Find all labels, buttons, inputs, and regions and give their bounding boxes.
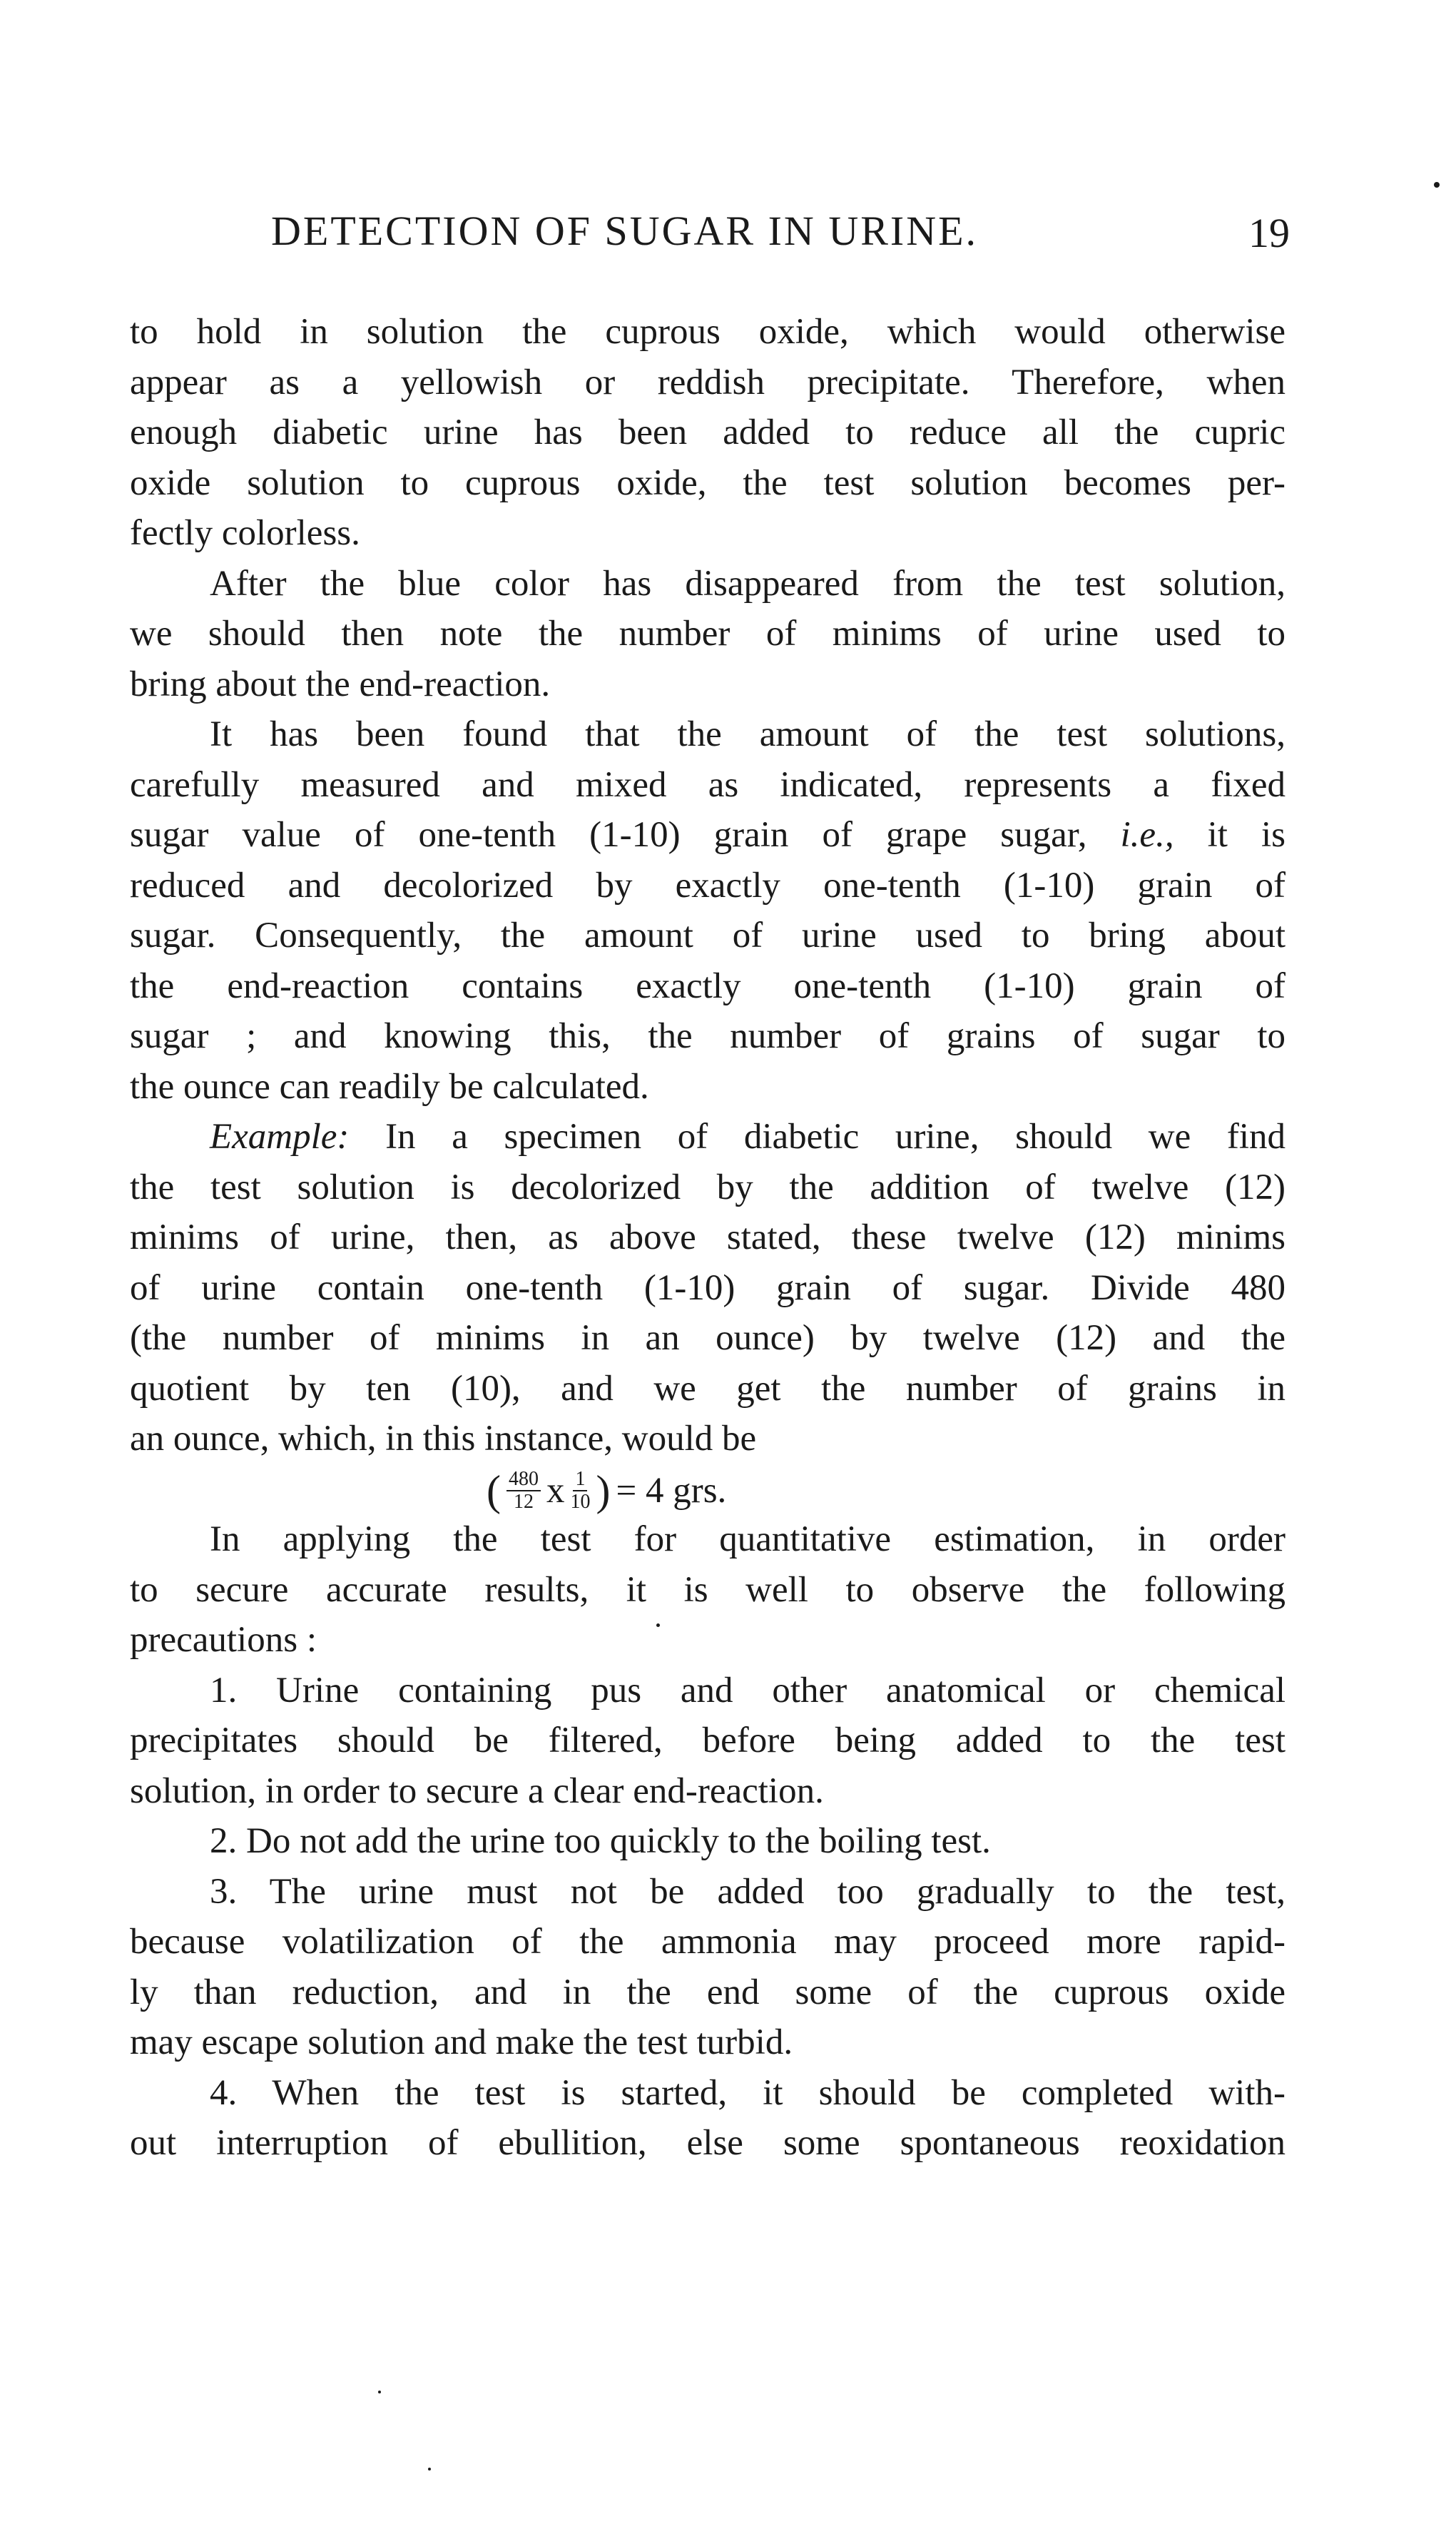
formula-close-paren: ) (596, 1466, 611, 1514)
text-line: the end-reaction contains exactly one-tenth (1-10) grain of (130, 966, 1286, 1006)
text-line: precautions : (130, 1620, 317, 1660)
text-line: out interruption of ebullition, else some spontaneous reoxidation (130, 2123, 1286, 2163)
fraction (506, 1469, 541, 1513)
text-segment: In a specimen of diabetic urine, should we find (385, 1117, 1286, 1157)
text-line: oxide solution to cuprous oxide, the test solution becomes per- (130, 462, 1286, 503)
formula (487, 1466, 726, 1516)
text-line: reduced and decolorized by exactly one-tenth (1-10) grain of (130, 865, 1286, 906)
text-line: an ounce, which, in this instance, would be (130, 1419, 757, 1459)
text-segment: it is (1207, 815, 1286, 855)
text-line: solution, in order to secure a clear end-reaction. (130, 1770, 824, 1811)
text-line: the ounce can readily be calculated. (130, 1066, 649, 1107)
list-item (130, 1816, 1286, 1867)
list-item (130, 2068, 1286, 2169)
text-segment: sugar value of one-tenth (1-10) grain of grape sugar, (130, 815, 1087, 855)
text-line: the test solution is decolorized by the addition of twelve (12) (130, 1167, 1286, 1207)
text-line: bring about the end-reaction. (130, 664, 551, 704)
text-line: fectly colorless. (130, 513, 360, 553)
list-item (130, 1867, 1286, 2068)
text-line: 3. The urine must not be added too gradually to the test, (210, 1871, 1286, 1912)
text-line (130, 1112, 1286, 1162)
fraction-numerator: 480 (506, 1469, 541, 1491)
text-line: to hold in solution the cuprous oxide, which would otherwise (130, 312, 1286, 352)
page-number: 19 (1248, 210, 1290, 256)
text-line: minims of urine, then, as above stated, these twelve (12) minims (130, 1217, 1286, 1257)
text-line: carefully measured and mixed as indicated, represents a fixed (130, 764, 1286, 805)
text-line (130, 810, 1286, 861)
text-line: 4. When the test is started, it should be completed with- (210, 2072, 1286, 2113)
text-line: we should then note the number of minims of urine used to (130, 614, 1286, 654)
paragraph (130, 1112, 1286, 1464)
text-line: may escape solution and make the test turbid. (130, 2022, 793, 2062)
text-line: ly than reduction, and in the end some of the cuprous oxide (130, 1972, 1286, 2012)
running-title: DETECTION OF SUGAR IN URINE. (271, 208, 979, 254)
print-speck (1434, 182, 1440, 188)
list-item (130, 1666, 1286, 1817)
fraction-denominator: 12 (513, 1490, 534, 1513)
example-label: Example: (210, 1117, 350, 1157)
text-line: (the number of minims in an ounce) by twelve (12) and the (130, 1318, 1286, 1358)
text-line: sugar. Consequently, the amount of urine used to bring about (130, 916, 1286, 956)
print-speck (378, 2391, 381, 2393)
print-speck (428, 2468, 431, 2470)
fraction-numerator: 1 (573, 1469, 587, 1491)
text-line: quotient by ten (10), and we get the number of grains in (130, 1368, 1286, 1409)
fraction (570, 1469, 590, 1513)
paragraph (130, 1514, 1286, 1666)
formula-result: = 4 grs. (616, 1470, 727, 1511)
text-line: enough diabetic urine has been added to reduce all the cupric (130, 412, 1286, 452)
text-line: In applying the test for quantitative estimation, in order (210, 1519, 1286, 1559)
text-line: After the blue color has disappeared from the test solution, (210, 563, 1286, 604)
fraction-denominator: 10 (570, 1490, 591, 1513)
times-sign: x (546, 1470, 565, 1511)
text-line: 1. Urine containing pus and other anatomical or chemical (210, 1670, 1286, 1711)
body-text (130, 307, 1286, 2169)
text-line: to secure accurate results, it is well to observe the following (130, 1569, 1286, 1610)
text-line: sugar ; and knowing this, the number of grains of sugar to (130, 1016, 1286, 1056)
italic-abbreviation: i.e., (1120, 815, 1174, 855)
formula-open-paren: ( (487, 1466, 501, 1514)
paragraph (130, 709, 1286, 1112)
text-line: because volatilization of the ammonia may proceed more rapid- (130, 1922, 1286, 1962)
text-line: 2. Do not add the urine too quickly to the boiling test. (210, 1821, 991, 1861)
formula-line (130, 1464, 1286, 1515)
text-line: precipitates should be filtered, before being added to the test (130, 1721, 1286, 1760)
paragraph (130, 559, 1286, 710)
text-line: appear as a yellowish or reddish precipitate. Therefore, when (130, 362, 1286, 402)
text-line: It has been found that the amount of the test solutions, (210, 714, 1286, 754)
text-line: of urine contain one-tenth (1-10) grain of sugar. Divide 480 (130, 1267, 1286, 1308)
paragraph (130, 307, 1286, 559)
